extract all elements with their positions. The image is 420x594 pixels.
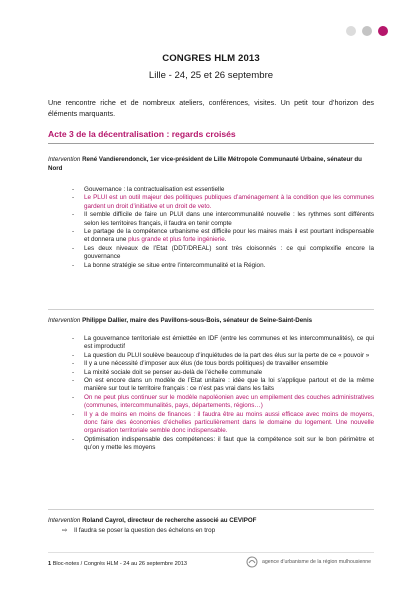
bullet-text: Il y a une nécessité d’imposer aux élus (de tous bords politiques) de travailler ensemble bbox=[84, 360, 328, 368]
bullet-dash: - bbox=[72, 360, 75, 368]
bullet-text: Les deux niveaux de l’Etat (DDT/DREAL) sont très cloisonnés : ce qui complexifie encore la gouvernance bbox=[84, 244, 374, 261]
bullet-dash: - bbox=[72, 186, 75, 193]
agency-logo-icon bbox=[246, 556, 258, 568]
dot-icon bbox=[362, 26, 372, 36]
intervention-heading bbox=[48, 516, 374, 525]
bullet-dash: - bbox=[72, 194, 75, 202]
dot-icon bbox=[346, 26, 356, 36]
doc-label: Bloc-notes / Congrès HLM - 24 au 26 septembre 2013 bbox=[52, 561, 188, 567]
bullet-text: Il y a de moins en moins de finances : il faudra être au moins aussi efficace avec moins de moyens, donc faire des économies d’échelles particulièrement dans le domaine du logement. Une nouvelle organisation territoriale semble donc indispensable. bbox=[84, 410, 374, 435]
section-title: Acte 3 de la décentralisation : regards croisés bbox=[48, 129, 236, 139]
list-item bbox=[72, 436, 374, 453]
bullet-text: La question du PLUI soulève beaucoup d’inquiétudes de la part des élus sur la perte de ce « pouvoir » bbox=[84, 351, 370, 359]
bullet-dash: - bbox=[72, 335, 75, 342]
bullet-text: Il semble difficile de faire un PLUI dans une intercommunalité nouvelle : les rythmes sont différents selon les territoires français, il faudra en tenir compte bbox=[84, 211, 374, 227]
speaker-name: Roland Cayrol, directeur de recherche associé au CEVIPOF bbox=[82, 517, 257, 524]
list-item bbox=[62, 527, 364, 535]
footer-label bbox=[48, 561, 187, 567]
bullet-text: . bbox=[224, 236, 227, 244]
bullet-text: Gouvernance : la contractualisation est essentielle bbox=[84, 186, 225, 193]
bullet-text: La bonne stratégie se situe entre l’intercommunalité et la Région. bbox=[84, 261, 266, 269]
page-title: CONGRES HLM 2013 bbox=[162, 53, 260, 64]
list-item bbox=[72, 377, 374, 394]
bullet-dash: - bbox=[72, 435, 75, 443]
bullet-text: Le partage de la compétence urbanisme est difficile pour les maires mais il est pourtant indispensable et donnera une bbox=[84, 228, 374, 244]
intervention-heading bbox=[48, 155, 374, 173]
intervention-label: Intervention bbox=[48, 517, 81, 524]
bullet-dash: - bbox=[72, 368, 75, 376]
list-item bbox=[72, 411, 374, 436]
bullet-dash: - bbox=[72, 244, 75, 252]
bullet-list bbox=[72, 186, 374, 270]
agency-name: agence d’urbanisme de la région mulhousienne bbox=[262, 559, 372, 565]
bullet-dash: - bbox=[72, 393, 75, 401]
list-item bbox=[72, 262, 374, 270]
list-item bbox=[72, 352, 374, 360]
bullet-list bbox=[62, 527, 364, 535]
list-item bbox=[72, 360, 374, 368]
section-rule bbox=[48, 509, 374, 510]
bullet-dash: - bbox=[72, 377, 75, 385]
intro-paragraph: Une rencontre riche et de nombreux ateliers, conférences, visites. Un petit tour d’horizon des éléments marquants. bbox=[48, 98, 374, 118]
list-item bbox=[72, 335, 374, 352]
bullet-text: plus grande et plus forte ingénierie bbox=[128, 236, 225, 244]
bullet-dash: - bbox=[72, 261, 75, 269]
bullet-list bbox=[72, 335, 374, 453]
speaker-name: René Vandierendonck, 1er vice-président de Lille Métropole Communauté Urbaine, sénateur du Nord bbox=[48, 156, 362, 172]
list-item bbox=[72, 245, 374, 262]
page-number: 1 bbox=[48, 561, 52, 567]
bullet-dash: - bbox=[72, 351, 75, 359]
intervention-heading bbox=[48, 316, 374, 325]
bullet-text: Optimisation indispensable des compétences: il faut que la compétence soit sur le bon périmètre et qu’on y mette les moyens bbox=[84, 435, 374, 452]
bullet-text: Le PLUI est un outil majeur des politiques publiques d’aménagement à la condition que les communes gardent un droit d’initiative et un droit de veto. bbox=[84, 194, 374, 210]
speaker-name: Philippe Dallier, maire des Pavillons-sous-Bois, sénateur de Seine-Saint-Denis bbox=[82, 317, 313, 324]
bullet-text: La gouvernance territoriale est émiettée en IDF (entre les communes et les intercommunalités), ce qui est improductif bbox=[84, 335, 374, 351]
bullet-text: On ne peut plus continuer sur le modèle napoléonien avec un empilement des couches administratives (communes, intercommunalités, pays, départements, régions…) bbox=[84, 393, 374, 410]
arrow-right-icon: ⇨ bbox=[62, 527, 68, 534]
intervention-label: Intervention bbox=[48, 317, 81, 324]
bullet-text: On est encore dans un modèle de l’Etat unitaire : idée que la loi s’applique partout et de la même manière sur tout le territoire français : ce n’est pas vrai dans les faits bbox=[84, 377, 374, 393]
list-item bbox=[72, 194, 374, 211]
dot-icon bbox=[378, 26, 388, 36]
section-rule bbox=[48, 309, 374, 310]
list-item bbox=[72, 369, 374, 377]
list-item bbox=[72, 186, 374, 194]
header-dots bbox=[346, 26, 388, 36]
bullet-dash: - bbox=[72, 410, 75, 418]
list-item bbox=[72, 211, 374, 228]
list-item bbox=[72, 394, 374, 411]
list-item bbox=[72, 228, 374, 245]
intervention-label: Intervention bbox=[48, 156, 81, 163]
footer-rule bbox=[48, 552, 374, 553]
section-rule bbox=[48, 143, 374, 144]
bullet-text: Il faudra se poser la question des échelons en trop bbox=[74, 527, 216, 534]
bullet-dash: - bbox=[72, 211, 75, 219]
agency-block bbox=[246, 556, 371, 568]
bullet-dash: - bbox=[72, 228, 75, 236]
bullet-text: La mixité sociale doit se penser au-delà de l’échelle communale bbox=[84, 368, 263, 376]
page-subtitle: Lille - 24, 25 et 26 septembre bbox=[148, 70, 274, 81]
